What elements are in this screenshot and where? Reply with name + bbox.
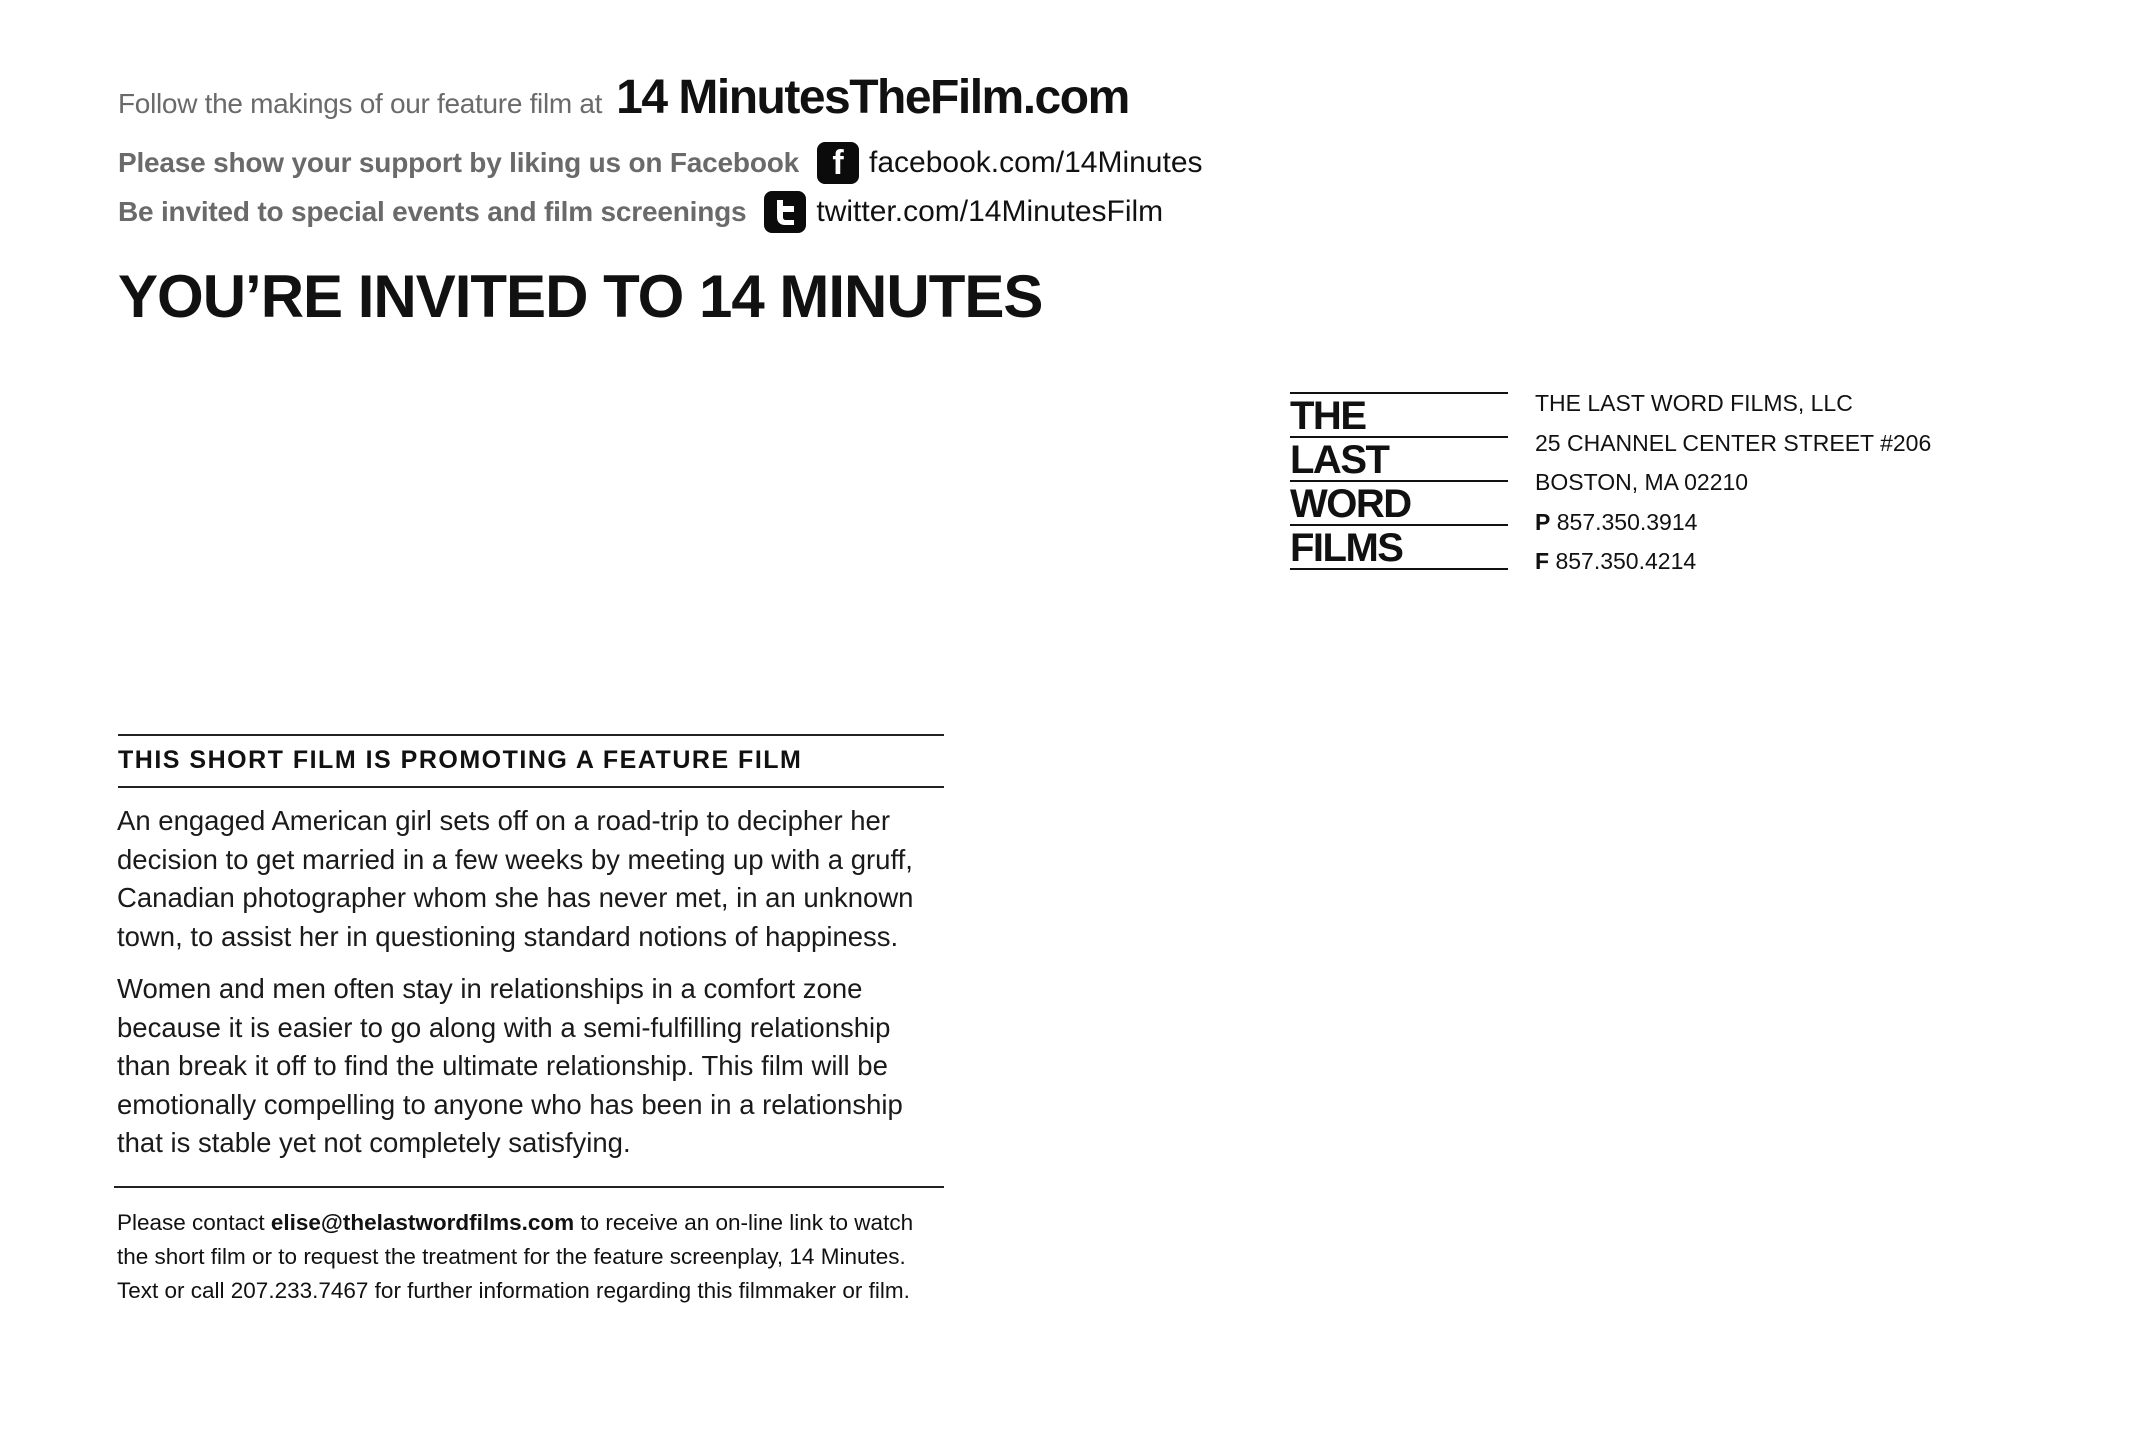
logo-word: LAST [1290, 438, 1389, 482]
follow-text: Follow the makings of our feature film at [118, 88, 603, 119]
facebook-prompt: Please show your support by liking us on Facebook [118, 147, 799, 178]
panel-heading-rule [118, 786, 944, 788]
company-logo [1290, 392, 1508, 570]
contact-prefix: Please contact [117, 1210, 265, 1235]
facebook-line [118, 136, 1203, 190]
mailing-address [1535, 384, 1931, 582]
city-state-zip: BOSTON, MA 02210 [1535, 469, 1749, 495]
contact-suffix: to receive an on-line link to watch the short film or to request the treatment for the feature screenplay, 14 Minutes. Text or call 207.233.7467 for further information regarding this filmmaker or film. [117, 1210, 914, 1303]
facebook-link[interactable]: facebook.com/14Minutes [869, 146, 1203, 179]
fax-label: F [1535, 548, 1550, 574]
logo-word: FILMS [1290, 526, 1403, 570]
twitter-link[interactable]: twitter.com/14MinutesFilm [816, 195, 1164, 228]
facebook-icon[interactable]: f [817, 142, 859, 184]
theme-paragraph: Women and men often stay in relationships in a comfort zone because it is easier to go along with a semi-fulfilling relationship than break it off to find the ultimate relationship. This film will be emotionally compelling to anyone who has been in a relationship that is stable yet not completely satisfying. [117, 973, 903, 1158]
phone-number: 857.350.3914 [1556, 508, 1698, 535]
twitter-icon[interactable] [764, 191, 806, 233]
follow-line [118, 70, 1129, 140]
website-link[interactable]: 14 MinutesTheFilm.com [616, 71, 1129, 124]
contact-email[interactable]: elise@thelastwordfilms.com [270, 1210, 575, 1235]
fax-line [1535, 542, 1931, 582]
fax-number: 857.350.4214 [1555, 548, 1697, 574]
street-address: 25 CHANNEL CENTER STREET #206 [1535, 429, 1932, 456]
logo-word: WORD [1290, 482, 1411, 526]
panel-top-rule [118, 734, 944, 736]
phone-line [1535, 503, 1931, 543]
twitter-prompt: Be invited to special events and film screenings [118, 196, 747, 227]
contact-note [117, 1206, 947, 1308]
panel-bottom-rule [114, 1186, 944, 1188]
synopsis-paragraph: An engaged American girl sets off on a road-trip to decipher her decision to get married in a few weeks by meeting up with a gruff, Canadian photographer whom she has never met, in an unknown town, to assist her in questioning standard notions of happiness. [117, 805, 914, 952]
twitter-line [118, 185, 1163, 239]
phone-label: P [1535, 508, 1551, 535]
twitter-t-glyph [772, 198, 798, 226]
logo-word: THE [1290, 394, 1366, 438]
company-name: THE LAST WORD FILMS, LLC [1535, 390, 1853, 416]
invite-headline: YOU’RE INVITED TO 14 MINUTES [118, 263, 1043, 330]
feature-heading: THIS SHORT FILM IS PROMOTING A FEATURE FILM [118, 746, 803, 774]
